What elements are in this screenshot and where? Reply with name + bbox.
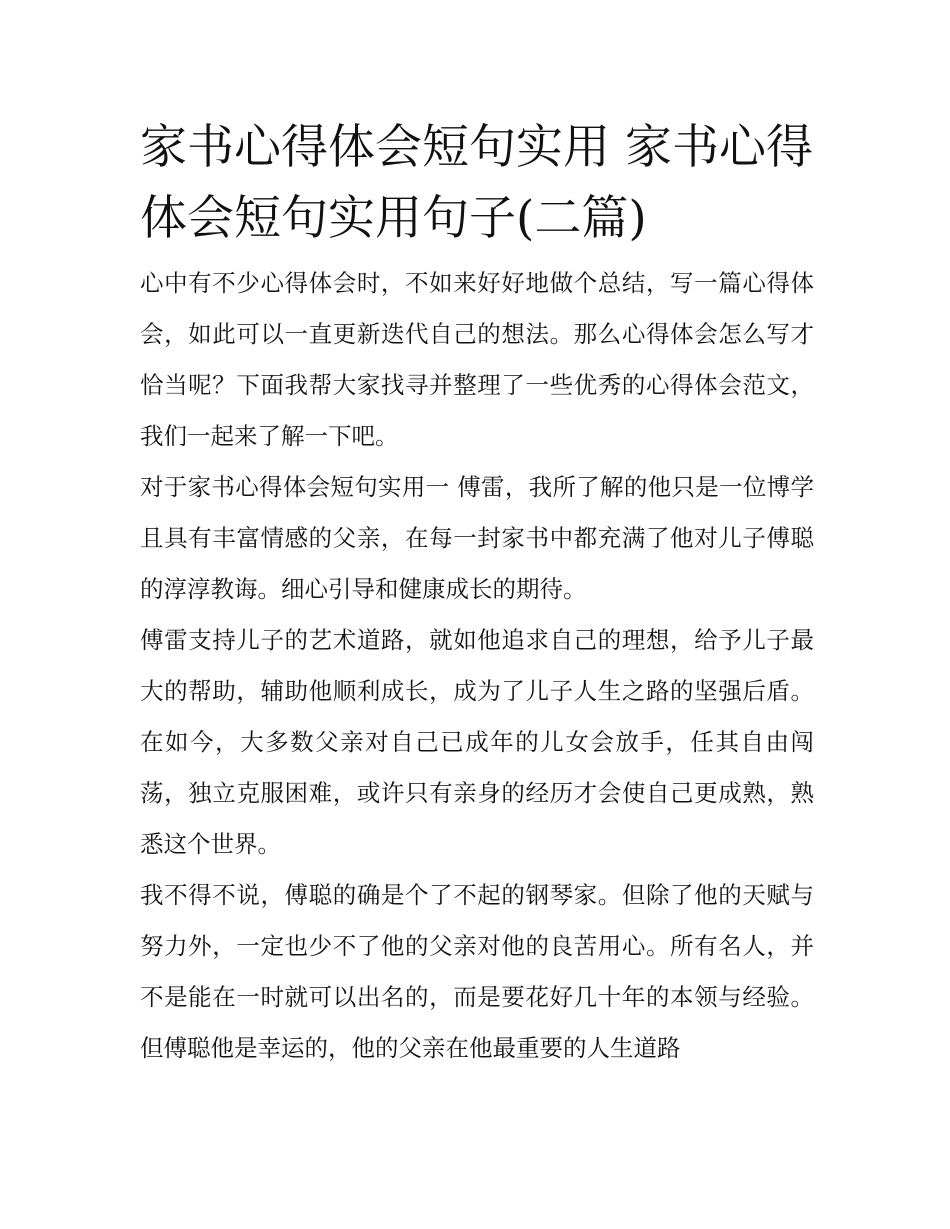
paragraph-1: 对于家书心得体会短句实用一 傅雷，我所了解的他只是一位博学且具有丰富情感的父亲，在每一封家书中都充满了他对儿子傅聪的淳淳教诲。细心引导和健康成长的期待。: [140, 473, 814, 603]
document-body: [140, 112, 814, 1074]
paragraph-2: 傅雷支持儿子的艺术道路，就如他追求自己的理想，给予儿子最大的帮助，辅助他顺利成长，成为了儿子人生之路的坚强后盾。在如今，大多数父亲对自己已成年的儿女会放手，任其自由闯荡，独立克服困难，或许只有亲身的经历才会使自己更成熟，熟悉这个世界。: [140, 626, 814, 858]
document-title: 家书心得体会短句实用 家书心得体会短句实用句子(二篇): [140, 120, 813, 246]
paragraph-3: 我不得不说，傅聪的确是个了不起的钢琴家。但除了他的天赋与努力外，一定也少不了他的父亲对他的良苦用心。所有名人，并不是能在一时就可以出名的，而是要花好几十年的本领与经验。但傅聪他是幸运的，他的父亲在他最重要的人生道路: [140, 881, 814, 1062]
paragraph-intro: 心中有不少心得体会时，不如来好好地做个总结，写一篇心得体会，如此可以一直更新迭代自己的想法。那么心得体会怎么写才恰当呢？下面我帮大家找寻并整理了一些优秀的心得体会范文，我们一起来了解一下吧。: [140, 269, 814, 450]
